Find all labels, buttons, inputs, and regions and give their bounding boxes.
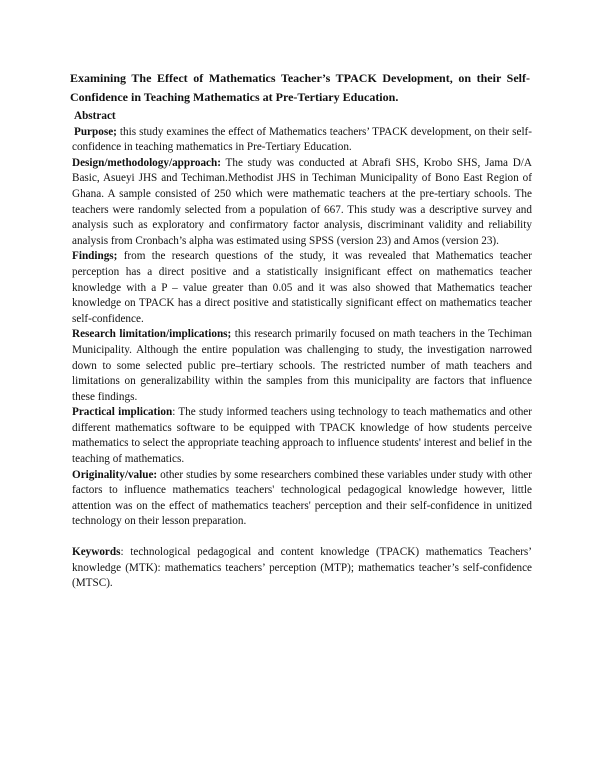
- section-text: : The study informed teachers using technology to teach mathematics and other different mathematics software to be equipped with TPACK knowledge of how students perceive mathematics to select the appropriate teaching approach to influence students' interest and belief in the teaching of mathematics.: [72, 406, 532, 466]
- section-design: [72, 156, 532, 250]
- section-limitations: [72, 327, 532, 405]
- section-label: Originality/value:: [72, 468, 158, 481]
- paper-title: Examining The Effect of Mathematics Teacher’s TPACK Development, on their Self-Confidence in Teaching Mathematics at Pre-Tertiary Education.: [70, 71, 530, 104]
- section-text: other studies by some researchers combined these variables under study with other factors to influence mathematics teachers' technological pedagogical knowledge however, little attention was on the effect of mathematics teachers' perception and their self-confidence in unitized technology on their lesson preparation.: [72, 468, 532, 528]
- section-text: this research primarily focused on math teachers in the Techiman Municipality. Although the entire population was challenging to study, the investigation narrowed down to some selected public pre–tertiary schools. The restricted number of math teachers and limitations on generalizability within the samples from this municipality are factors that influence these findings.: [72, 328, 532, 403]
- section-practical: [72, 405, 532, 467]
- section-originality: [72, 468, 532, 530]
- section-label: Practical implication: [72, 406, 173, 419]
- keywords-text: : technological pedagogical and content knowledge (TPACK) mathematics Teachers’ knowledge (MTK): mathematics teachers’ perception (MTP); mathematics teacher’s self-confidence (MTSC).: [72, 546, 532, 590]
- section-text: from the research questions of the study, it was revealed that Mathematics teacher perception has a direct positive and a statistically insignificant effect on mathematics teacher knowledge with a P – value greater than 0.05 and it was also showed that Mathematics teacher knowledge on TPACK has a direct positive and statistically significant effect on mathematics teacher self-confidence.: [72, 250, 532, 325]
- section-label: Findings;: [72, 250, 118, 263]
- section-label: Purpose;: [74, 125, 117, 138]
- abstract-heading: Abstract: [74, 110, 116, 122]
- section-label: Design/methodology/approach:: [72, 156, 221, 169]
- section-text: The study was conducted at Abrafi SHS, Krobo SHS, Jama D/A Basic, Asueyi JHS and Techiman.Methodist JHS in Techiman Municipality of Bono East Region of Ghana. A sample consisted of 250 which were mathematic teachers at the pre-tertiary schools. The teachers were randomly selected from a population of 667. This study was a descriptive survey and analysis such as exploratory and confirmatory factor analysis, discriminant validity and reliability analysis from Cronbach’s alpha was estimated using SPSS (version 23) and Amos (version 23).: [72, 156, 532, 247]
- section-findings: [72, 249, 532, 327]
- section-purpose: [72, 125, 532, 156]
- abstract-block: [72, 109, 532, 592]
- keywords-label: Keywords: [72, 546, 121, 559]
- section-label: Research limitation/implications;: [72, 328, 232, 341]
- keywords: [72, 545, 532, 592]
- section-text: this study examines the effect of Mathematics teachers’ TPACK development, on their self-confidence in teaching mathematics in Pre-Tertiary Education.: [72, 125, 532, 154]
